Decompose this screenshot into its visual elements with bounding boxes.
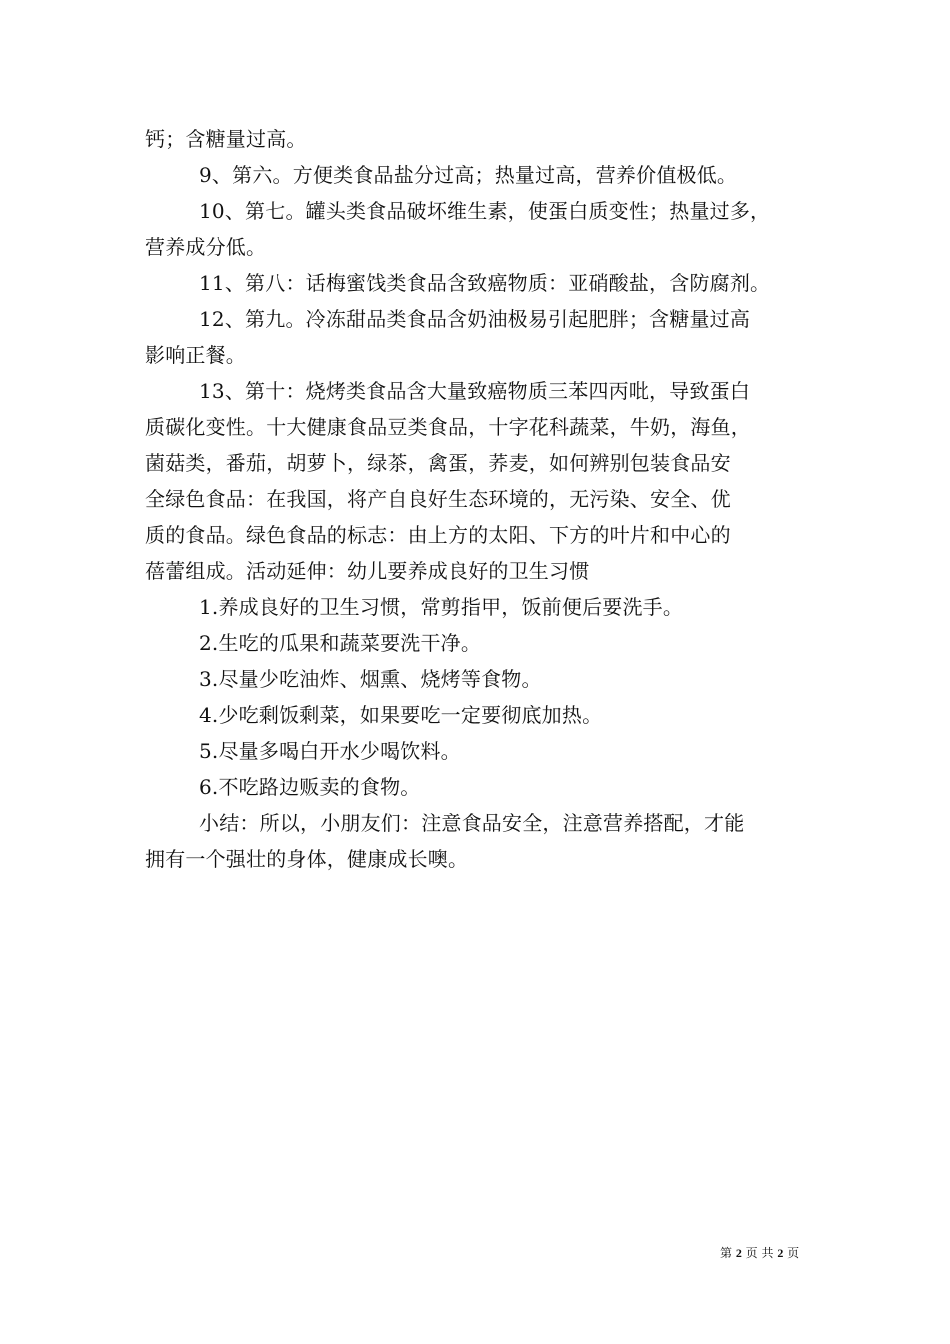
text-line: 影响正餐。 (145, 343, 246, 367)
text-line: 13、第十：烧烤类食品含大量致癌物质三苯四丙吡，导致蛋白 (199, 379, 751, 403)
list-item: 3.尽量少吃油炸、烟熏、烧烤等食物。 (199, 667, 542, 691)
footer-middle: 页 共 (745, 1246, 774, 1260)
text-line: 10、第七。罐头类食品破坏维生素，使蛋白质变性；热量过多， (199, 199, 771, 223)
text-line: 11、第八：话梅蜜饯类食品含致癌物质：亚硝酸盐，含防腐剂。 (199, 271, 771, 295)
text-line: 质碳化变性。十大健康食品豆类食品，十字花科蔬菜，牛奶，海鱼， (145, 415, 751, 439)
text-line: 菌菇类，番茄，胡萝卜，绿茶，禽蛋，荞麦，如何辨别包装食品安 (145, 451, 731, 475)
text-line: 全绿色食品：在我国，将产自良好生态环境的，无污染、安全、优 (145, 487, 731, 511)
list-item: 5.尽量多喝白开水少喝饮料。 (199, 739, 461, 763)
text-line: 钙；含糖量过高。 (145, 127, 307, 151)
list-item: 1.养成良好的卫生习惯，常剪指甲，饭前便后要洗手。 (199, 595, 684, 619)
text-line: 9、第六。方便类食品盐分过高；热量过高，营养价值极低。 (199, 163, 738, 187)
list-item: 2.生吃的瓜果和蔬菜要洗干净。 (199, 631, 482, 655)
text-line: 质的食品。绿色食品的标志：由上方的太阳、下方的叶片和中心的 (145, 523, 731, 547)
footer-prefix: 第 (720, 1246, 733, 1260)
page-number-footer (720, 1245, 799, 1261)
text-line: 蓓蕾组成。活动延伸：幼儿要养成良好的卫生习惯 (145, 559, 590, 583)
footer-suffix: 页 (787, 1246, 800, 1260)
list-item: 4.少吃剩饭剩菜，如果要吃一定要彻底加热。 (199, 703, 603, 727)
summary-line: 拥有一个强壮的身体，健康成长噢。 (145, 847, 469, 871)
current-page-number: 2 (735, 1246, 742, 1260)
summary-line: 小结：所以，小朋友们：注意食品安全，注意营养搭配，才能 (199, 811, 745, 835)
total-pages-number: 2 (777, 1246, 784, 1260)
list-item: 6.不吃路边贩卖的食物。 (199, 775, 421, 799)
text-line: 营养成分低。 (145, 235, 267, 259)
text-line: 12、第九。冷冻甜品类食品含奶油极易引起肥胖；含糖量过高 (199, 307, 751, 331)
